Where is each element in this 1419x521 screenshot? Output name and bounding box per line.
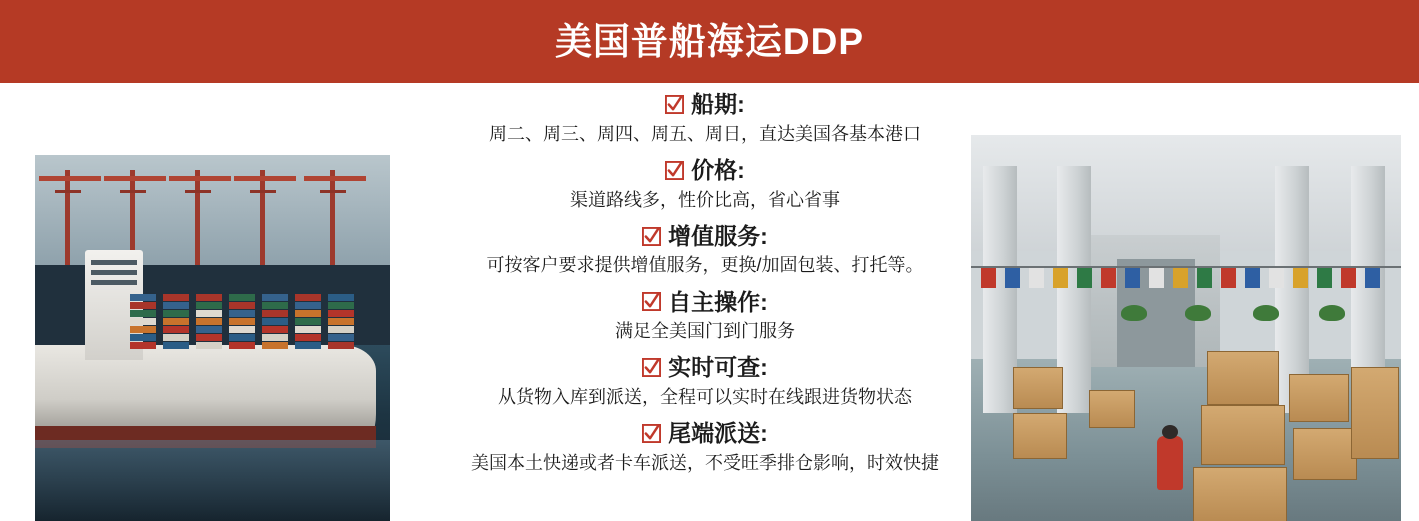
checkbox-checked-icon (642, 424, 661, 443)
feature-description: 渠道路线多，性价比高，省心省事 (570, 189, 840, 210)
hanging-plant (1121, 305, 1147, 321)
feature-description: 美国本土快递或者卡车派送，不受旺季排仓影响，时效快捷 (471, 452, 939, 473)
page-title: 美国普船海运DDP (554, 21, 865, 62)
hanging-plant (1319, 305, 1345, 321)
checkbox-checked-icon (642, 227, 661, 246)
hanging-plant (1185, 305, 1211, 321)
carton-stack (1293, 428, 1357, 480)
warehouse-worker (1157, 436, 1183, 490)
feature-item-last-mile (400, 419, 1010, 476)
carton-stack (1351, 367, 1399, 459)
feature-heading: 船期: (691, 91, 745, 117)
banner-title-bar (0, 0, 1419, 83)
container-ship-photo (35, 155, 390, 521)
feature-list (400, 90, 1010, 485)
feature-item-self-operation (400, 288, 1010, 345)
warehouse-photo (971, 135, 1401, 521)
carton-stack (1289, 374, 1349, 422)
carton-stack (1013, 413, 1067, 459)
carton-stack (1013, 367, 1063, 409)
feature-heading-row (400, 222, 1010, 251)
feature-heading-row (400, 90, 1010, 119)
hanging-plant (1253, 305, 1279, 321)
feature-heading-row (400, 156, 1010, 185)
container-stack (130, 276, 156, 349)
feature-item-schedule (400, 90, 1010, 147)
checkbox-checked-icon (665, 161, 684, 180)
feature-description: 可按客户要求提供增值服务，更换/加固包装、打托等。 (486, 255, 924, 276)
feature-heading-row (400, 353, 1010, 382)
feature-description: 满足全美国门到门服务 (615, 321, 795, 342)
feature-heading: 价格: (691, 156, 745, 183)
feature-description: 从货物入库到派送，全程可以实时在线跟进货物状态 (498, 387, 912, 408)
flag-bunting (971, 266, 1401, 268)
container-stack (229, 276, 255, 349)
carton-stack (1089, 390, 1135, 428)
feature-heading-row (400, 419, 1010, 448)
checkbox-checked-icon (642, 292, 661, 311)
feature-item-tracking (400, 353, 1010, 410)
bridge-windows (91, 260, 137, 265)
checkbox-checked-icon (642, 358, 661, 377)
feature-description: 周二、周三、周四、周五、周日，直达美国各基本港口 (489, 123, 921, 144)
container-stack (262, 276, 288, 349)
feature-item-value-added (400, 222, 1010, 279)
carton-stack (1201, 405, 1285, 465)
feature-heading: 尾端派送: (668, 420, 768, 447)
container-stack (196, 276, 222, 349)
crane-icon (330, 170, 335, 265)
warehouse-ceiling (971, 135, 1401, 251)
crane-icon (65, 170, 70, 265)
water-reflection (35, 440, 390, 521)
crane-icon (195, 170, 200, 265)
feature-heading: 自主操作: (668, 288, 768, 315)
container-stack (295, 276, 321, 349)
feature-heading: 实时可查: (668, 354, 768, 381)
feature-heading-row (400, 288, 1010, 317)
container-stack (163, 276, 189, 349)
crane-icon (260, 170, 265, 265)
checkbox-checked-icon (665, 95, 684, 114)
feature-heading: 增值服务: (668, 222, 768, 249)
carton-stack (1193, 467, 1287, 521)
carton-stack (1207, 351, 1279, 405)
container-stack (328, 276, 354, 349)
feature-item-price (400, 156, 1010, 213)
